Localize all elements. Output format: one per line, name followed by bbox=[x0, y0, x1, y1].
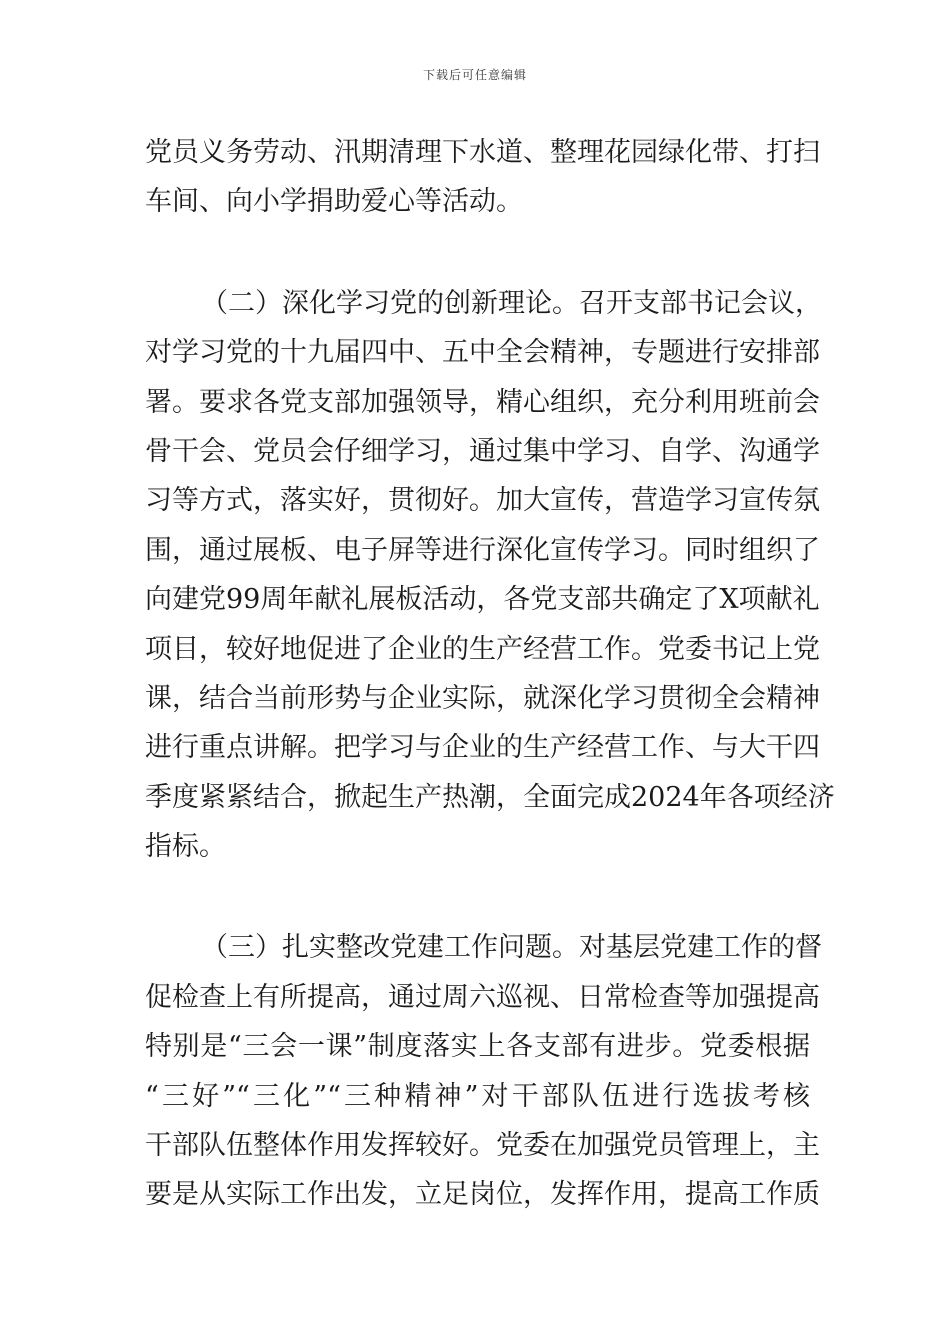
paragraph-3 bbox=[145, 923, 822, 1219]
paragraph-line: 进行重点讲解。把学习与企业的生产经营工作、与大干四 bbox=[145, 732, 820, 764]
paragraph-line: 课，结合当前形势与企业实际，就深化学习贯彻全会精神 bbox=[145, 682, 820, 714]
paragraph-line: 习等方式，落实好，贯彻好。加大宣传，营造学习宣传氛 bbox=[145, 485, 820, 517]
paragraph-line: 干部队伍整体作用发挥较好。党委在加强党员管理上，主 bbox=[145, 1130, 820, 1162]
paragraph-line: 对学习党的十九届四中、五中全会精神，专题进行安排部 bbox=[145, 337, 820, 369]
paragraph-line: 署。要求各党支部加强领导，精心组织，充分利用班前会 bbox=[145, 386, 820, 418]
paragraph-2 bbox=[145, 279, 835, 872]
paragraph-1 bbox=[145, 128, 820, 227]
page-header: 下载后可任意编辑 bbox=[422, 68, 527, 82]
paragraph-line: 要是从实际工作出发，立足岗位，发挥作用，提高工作质 bbox=[145, 1179, 820, 1211]
paragraph-line: 特别是“三会一课”制度落实上各支部有进步。党委根据 bbox=[145, 1031, 810, 1063]
paragraph-line: “三好”“三化”“三种精神”对干部队伍进行选拔考核 bbox=[145, 1080, 810, 1112]
paragraph-line: 骨干会、党员会仔细学习，通过集中学习、自学、沟通学 bbox=[145, 435, 820, 467]
paragraph-line: 指标。 bbox=[145, 831, 226, 863]
paragraph-line: 党员义务劳动、汛期清理下水道、整理花园绿化带、打扫 bbox=[145, 137, 820, 168]
paragraph-line: 项目，较好地促进了企业的生产经营工作。党委书记上党 bbox=[145, 633, 820, 665]
paragraph-line: 车间、向小学捐助爱心等活动。 bbox=[145, 186, 523, 218]
paragraph-line: （二）深化学习党的创新理论。召开支部书记会议， bbox=[201, 287, 822, 319]
paragraph-line: 季度紧紧结合，掀起生产热潮，全面完成2024年各项经济 bbox=[145, 781, 835, 813]
paragraph-line: 围，通过展板、电子屏等进行深化宣传学习。同时组织了 bbox=[145, 534, 820, 566]
paragraph-line: 向建党99周年献礼展板活动，各党支部共确定了X项献礼 bbox=[145, 584, 820, 616]
paragraph-line: （三）扎实整改党建工作问题。对基层党建工作的督 bbox=[201, 932, 822, 964]
paragraph-line: 促检查上有所提高，通过周六巡视、日常检查等加强提高 bbox=[145, 981, 820, 1013]
document-body bbox=[145, 128, 835, 1220]
